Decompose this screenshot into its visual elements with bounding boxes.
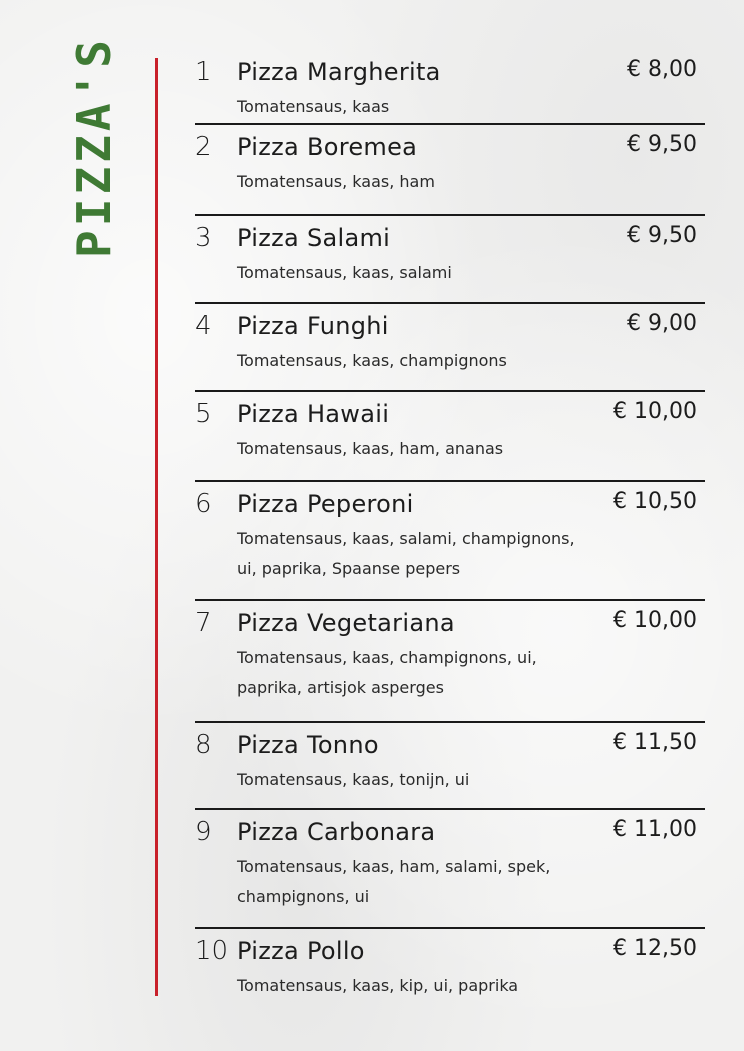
item-number: 5 bbox=[195, 399, 212, 429]
item-number: 4 bbox=[195, 311, 212, 341]
item-name: Pizza Funghi bbox=[237, 312, 389, 340]
item-price: € 9,50 bbox=[627, 223, 697, 248]
menu-title bbox=[48, 36, 140, 258]
item-price: € 10,00 bbox=[613, 399, 697, 424]
item-name: Pizza Boremea bbox=[237, 133, 418, 161]
item-name: Pizza Hawaii bbox=[237, 400, 390, 428]
item-price: € 9,50 bbox=[627, 132, 697, 157]
item-description: Tomatensaus, kaas, salami bbox=[237, 263, 452, 282]
item-name: Pizza Salami bbox=[237, 224, 391, 252]
menu-title-text: PIZZA'S bbox=[67, 36, 121, 258]
item-description: Tomatensaus, kaas, salami, champignons, ui, paprika, Spaanse pepers bbox=[237, 529, 575, 578]
item-name: Pizza Margherita bbox=[237, 58, 441, 86]
item-price: € 10,50 bbox=[613, 489, 697, 514]
menu-item bbox=[195, 216, 705, 304]
item-price: € 10,00 bbox=[613, 608, 697, 633]
item-number: 6 bbox=[195, 489, 212, 519]
menu-item bbox=[195, 929, 705, 1011]
item-number: 7 bbox=[195, 608, 212, 638]
item-name: Pizza Peperoni bbox=[237, 490, 414, 518]
item-number: 3 bbox=[195, 223, 212, 253]
item-number: 2 bbox=[195, 132, 212, 162]
item-description: Tomatensaus, kaas, champignons, ui, paprika, artisjok asperges bbox=[237, 648, 537, 697]
item-price: € 9,00 bbox=[627, 311, 697, 336]
pizza-menu-list bbox=[195, 50, 705, 1011]
item-description: Tomatensaus, kaas, ham bbox=[237, 172, 435, 191]
item-description: Tomatensaus, kaas, kip, ui, paprika bbox=[237, 976, 519, 995]
item-name: Pizza Pollo bbox=[237, 937, 365, 965]
red-divider-line bbox=[155, 58, 158, 996]
item-number: 8 bbox=[195, 730, 212, 760]
item-price: € 12,50 bbox=[613, 936, 697, 961]
item-price: € 8,00 bbox=[627, 57, 697, 82]
item-description: Tomatensaus, kaas, ham, ananas bbox=[237, 439, 504, 458]
item-name: Pizza Tonno bbox=[237, 731, 379, 759]
menu-item bbox=[195, 304, 705, 392]
item-description: Tomatensaus, kaas, champignons bbox=[237, 351, 507, 370]
menu-item bbox=[195, 482, 705, 601]
item-number: 10 bbox=[195, 936, 229, 966]
menu-item bbox=[195, 392, 705, 482]
item-description: Tomatensaus, kaas, ham, salami, spek, champignons, ui bbox=[237, 857, 551, 906]
menu-item bbox=[195, 810, 705, 929]
menu-item bbox=[195, 723, 705, 810]
item-description: Tomatensaus, kaas, tonijn, ui bbox=[237, 770, 470, 789]
item-price: € 11,50 bbox=[613, 730, 697, 755]
item-description: Tomatensaus, kaas bbox=[237, 97, 390, 116]
menu-item bbox=[195, 601, 705, 723]
item-name: Pizza Vegetariana bbox=[237, 609, 455, 637]
item-name: Pizza Carbonara bbox=[237, 818, 436, 846]
menu-item bbox=[195, 125, 705, 216]
menu-item bbox=[195, 50, 705, 125]
item-number: 9 bbox=[195, 817, 212, 847]
item-price: € 11,00 bbox=[613, 817, 697, 842]
item-number: 1 bbox=[195, 57, 212, 87]
